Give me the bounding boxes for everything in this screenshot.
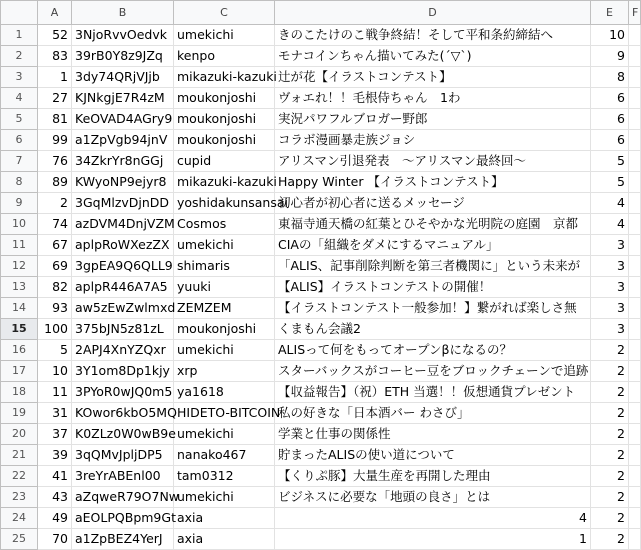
cell-a[interactable]: 69 [38, 256, 72, 277]
cell-f[interactable] [629, 508, 641, 529]
column-header-b[interactable]: B [72, 1, 174, 25]
cell-e[interactable]: 6 [591, 109, 629, 130]
row-header[interactable]: 8 [1, 172, 38, 193]
cell-c[interactable]: shimaris [174, 256, 275, 277]
cell-d[interactable]: 【収益報告】（祝）ETH 当選！！仮想通貨プレゼント [275, 382, 591, 403]
cell-b[interactable]: KWyoNP9ejyr8 [72, 172, 174, 193]
table-row [1, 130, 641, 151]
cell-f[interactable] [629, 130, 641, 151]
cell-b[interactable]: 3PYoR0wJQ0m5 [72, 382, 174, 403]
row-header[interactable]: 11 [1, 235, 38, 256]
cell-f[interactable] [629, 340, 641, 361]
cell-f[interactable] [629, 151, 641, 172]
cell-f[interactable] [629, 109, 641, 130]
cell-c[interactable]: moukonjoshi [174, 130, 275, 151]
row-header[interactable]: 18 [1, 382, 38, 403]
cell-d[interactable]: 【イラストコンテスト一般参加！】繋がれば楽しさ無 [275, 298, 591, 319]
cell-a[interactable]: 37 [38, 424, 72, 445]
table-row [1, 88, 641, 109]
cell-d[interactable]: アリスマン引退発表 〜アリスマン最終回〜 [275, 151, 591, 172]
cell-a[interactable]: 99 [38, 130, 72, 151]
cell-d[interactable]: ビジネスに必要な「地頭の良さ」とは [275, 487, 591, 508]
cell-b[interactable]: aplpR446A7A5 [72, 277, 174, 298]
cell-f[interactable] [629, 403, 641, 424]
table-row [1, 277, 641, 298]
table-row [1, 214, 641, 235]
cell-c[interactable]: nanako467 [174, 445, 275, 466]
table-row [1, 151, 641, 172]
cell-c[interactable]: axia [174, 508, 275, 529]
row-header[interactable]: 16 [1, 340, 38, 361]
column-header-row [1, 1, 641, 25]
cell-f[interactable] [629, 361, 641, 382]
cell-b[interactable]: 3qQMvJpljDP5 [72, 445, 174, 466]
cell-d[interactable]: CIAの「組織をダメにするマニュアル」 [275, 235, 591, 256]
row-header[interactable]: 15 [1, 319, 38, 340]
cell-e[interactable]: 2 [591, 382, 629, 403]
cell-a[interactable]: 43 [38, 487, 72, 508]
cell-e[interactable]: 3 [591, 298, 629, 319]
cell-d[interactable]: 初心者が初心者に送るメッセージ [275, 193, 591, 214]
row-header[interactable]: 5 [1, 109, 38, 130]
cell-f[interactable] [629, 25, 641, 46]
cell-e[interactable]: 2 [591, 340, 629, 361]
table-row [1, 235, 641, 256]
row-header[interactable]: 21 [1, 445, 38, 466]
cell-b[interactable]: 39rB0Y8z9JZq [72, 46, 174, 67]
cell-e[interactable]: 5 [591, 172, 629, 193]
cell-e[interactable]: 3 [591, 319, 629, 340]
cell-c[interactable]: yoshidakunsansai [174, 193, 275, 214]
row-header[interactable]: 6 [1, 130, 38, 151]
cell-c[interactable]: Cosmos [174, 214, 275, 235]
cell-e[interactable]: 2 [591, 424, 629, 445]
row-header[interactable]: 19 [1, 403, 38, 424]
cell-b[interactable]: aEOLPQBpm9Gt [72, 508, 174, 529]
table-row [1, 340, 641, 361]
cell-d[interactable]: 【くりぷ豚】大量生産を再開した理由 [275, 466, 591, 487]
cell-c[interactable]: umekichi [174, 424, 275, 445]
cell-c[interactable]: tam0312 [174, 466, 275, 487]
cell-a[interactable]: 76 [38, 151, 72, 172]
cell-e[interactable]: 4 [591, 214, 629, 235]
cell-b[interactable]: 375bJN5z81zL [72, 319, 174, 340]
row-header[interactable]: 14 [1, 298, 38, 319]
cell-b[interactable]: azDVM4DnjVZM [72, 214, 174, 235]
row-header[interactable]: 25 [1, 529, 38, 550]
cell-a[interactable]: 70 [38, 529, 72, 550]
cell-d[interactable]: 学業と仕事の関係性 [275, 424, 591, 445]
cell-b[interactable]: aZqweR79O7Nw [72, 487, 174, 508]
cell-b[interactable]: KeOVAD4AGry9 [72, 109, 174, 130]
cell-f[interactable] [629, 46, 641, 67]
cell-d[interactable]: きのこたけのこ戦争終結！そして平和条約締結へ [275, 25, 591, 46]
cell-a[interactable]: 2 [38, 193, 72, 214]
cell-a[interactable]: 82 [38, 277, 72, 298]
cell-f[interactable] [629, 445, 641, 466]
cell-b[interactable]: 3reYrABEnl00 [72, 466, 174, 487]
cell-c[interactable]: moukonjoshi [174, 319, 275, 340]
cell-f[interactable] [629, 214, 641, 235]
cell-a[interactable]: 1 [38, 67, 72, 88]
cell-e[interactable]: 2 [591, 508, 629, 529]
table-row [1, 382, 641, 403]
cell-f[interactable] [629, 235, 641, 256]
cell-e[interactable]: 6 [591, 130, 629, 151]
row-header[interactable]: 7 [1, 151, 38, 172]
cell-e[interactable]: 2 [591, 361, 629, 382]
cell-a[interactable]: 100 [38, 319, 72, 340]
cell-c[interactable]: xrp [174, 361, 275, 382]
cell-f[interactable] [629, 382, 641, 403]
cell-a[interactable]: 49 [38, 508, 72, 529]
cell-c[interactable]: umekichi [174, 487, 275, 508]
cell-a[interactable]: 74 [38, 214, 72, 235]
cell-d[interactable]: 1 [275, 529, 591, 550]
cell-c[interactable]: umekichi [174, 340, 275, 361]
column-header-f[interactable]: F [629, 1, 641, 25]
cell-a[interactable]: 5 [38, 340, 72, 361]
cell-b[interactable]: 3NjoRvvOedvk [72, 25, 174, 46]
cell-c[interactable]: ZEMZEM [174, 298, 275, 319]
row-header[interactable]: 22 [1, 466, 38, 487]
cell-b[interactable]: KOwor6kbO5MQ [72, 403, 174, 424]
cell-b[interactable]: 3GqMlzvDjnDD [72, 193, 174, 214]
cell-d[interactable]: くまもん会議2 [275, 319, 591, 340]
row-header[interactable]: 12 [1, 256, 38, 277]
cell-a[interactable]: 52 [38, 25, 72, 46]
column-header-d[interactable]: D [275, 1, 591, 25]
cell-d[interactable]: Happy Winter 【イラストコンテスト】 [275, 172, 591, 193]
row-header[interactable]: 1 [1, 25, 38, 46]
table-row [1, 319, 641, 340]
cell-e[interactable]: 2 [591, 466, 629, 487]
table-row [1, 298, 641, 319]
cell-c[interactable]: ya1618 [174, 382, 275, 403]
table-row [1, 109, 641, 130]
cell-e[interactable]: 2 [591, 403, 629, 424]
cell-a[interactable]: 10 [38, 361, 72, 382]
cell-d[interactable]: スターバックスがコーヒー豆をブロックチェーンで追跡 [275, 361, 591, 382]
cell-d[interactable]: 「ALIS、記事削除判断を第三者機関に」という未来が [275, 256, 591, 277]
cell-b[interactable]: a1ZpVgb94jnV [72, 130, 174, 151]
cell-a[interactable]: 67 [38, 235, 72, 256]
cell-d[interactable]: コラボ漫画暴走族ジョシ [275, 130, 591, 151]
cell-d[interactable]: 私の好きな「日本酒バー わさび」 [275, 403, 591, 424]
cell-f[interactable] [629, 424, 641, 445]
cell-a[interactable]: 81 [38, 109, 72, 130]
cell-d[interactable]: モナコインちゃん描いてみた(´▽`) [275, 46, 591, 67]
cell-d[interactable]: 貯まったALISの使い道について [275, 445, 591, 466]
table-row [1, 361, 641, 382]
row-header[interactable]: 17 [1, 361, 38, 382]
column-header-e[interactable]: E [591, 1, 629, 25]
cell-b[interactable]: KJNkgjE7R4zM [72, 88, 174, 109]
table-row [1, 424, 641, 445]
row-header[interactable]: 2 [1, 46, 38, 67]
table-row [1, 466, 641, 487]
cell-a[interactable]: 11 [38, 382, 72, 403]
cell-f[interactable] [629, 529, 641, 550]
cell-c[interactable]: umekichi [174, 25, 275, 46]
cell-c[interactable]: kenpo [174, 46, 275, 67]
column-header-c[interactable]: C [174, 1, 275, 25]
cell-c[interactable]: moukonjoshi [174, 88, 275, 109]
cell-e[interactable]: 3 [591, 235, 629, 256]
cell-b[interactable]: aw5zEwZwlmxd [72, 298, 174, 319]
cell-a[interactable]: 31 [38, 403, 72, 424]
cell-c[interactable]: mikazuki-kazuki [174, 172, 275, 193]
table-row [1, 193, 641, 214]
cell-d[interactable]: ヴォエれ！！毛根侍ちゃん 1わ [275, 88, 591, 109]
row-header[interactable]: 13 [1, 277, 38, 298]
cell-f[interactable] [629, 487, 641, 508]
select-all-corner[interactable] [1, 1, 38, 25]
cell-d[interactable]: 実況パワフルブロガー野郎 [275, 109, 591, 130]
cell-f[interactable] [629, 193, 641, 214]
table-row [1, 403, 641, 424]
table-row [1, 487, 641, 508]
cell-e[interactable]: 2 [591, 529, 629, 550]
cell-f[interactable] [629, 466, 641, 487]
cell-a[interactable]: 83 [38, 46, 72, 67]
column-header-a[interactable]: A [38, 1, 72, 25]
table-row [1, 445, 641, 466]
cell-f[interactable] [629, 67, 641, 88]
cell-a[interactable]: 27 [38, 88, 72, 109]
row-header[interactable]: 4 [1, 88, 38, 109]
cell-b[interactable]: a1ZpBEZ4YerJ [72, 529, 174, 550]
cell-a[interactable]: 93 [38, 298, 72, 319]
cell-e[interactable]: 2 [591, 487, 629, 508]
cell-e[interactable]: 3 [591, 277, 629, 298]
row-header[interactable]: 9 [1, 193, 38, 214]
cell-e[interactable]: 9 [591, 46, 629, 67]
cell-f[interactable] [629, 277, 641, 298]
cell-d[interactable]: 辻が花【イラストコンテスト】 [275, 67, 591, 88]
cell-c[interactable]: mikazuki-kazuki [174, 67, 275, 88]
row-header[interactable]: 3 [1, 67, 38, 88]
cell-b[interactable]: 3gpEA9Q6QLL9 [72, 256, 174, 277]
cell-c[interactable]: HIDETO-BITCOIN [174, 403, 275, 424]
cell-e[interactable]: 4 [591, 193, 629, 214]
table-row [1, 529, 641, 550]
cell-c[interactable]: axia [174, 529, 275, 550]
table-row [1, 172, 641, 193]
cell-e[interactable]: 8 [591, 67, 629, 88]
cell-f[interactable] [629, 172, 641, 193]
cell-e[interactable]: 5 [591, 151, 629, 172]
cell-c[interactable]: yuuki [174, 277, 275, 298]
cell-a[interactable]: 41 [38, 466, 72, 487]
cell-d[interactable]: ALISって何をもってオープンβになるの？ [275, 340, 591, 361]
cell-e[interactable]: 6 [591, 88, 629, 109]
cell-c[interactable]: umekichi [174, 235, 275, 256]
table-row [1, 46, 641, 67]
cell-f[interactable] [629, 298, 641, 319]
table-row [1, 25, 641, 46]
cell-b[interactable]: aplpRoWXezZX [72, 235, 174, 256]
cell-e[interactable]: 2 [591, 445, 629, 466]
cell-a[interactable]: 39 [38, 445, 72, 466]
table-row [1, 256, 641, 277]
row-header[interactable]: 24 [1, 508, 38, 529]
cell-b[interactable]: 2APJ4XnYZQxr [72, 340, 174, 361]
cell-b[interactable]: 34ZkrYr8nGGj [72, 151, 174, 172]
table-row [1, 67, 641, 88]
cell-b[interactable]: K0ZLz0W0wB9e [72, 424, 174, 445]
cell-f[interactable] [629, 256, 641, 277]
cell-c[interactable]: cupid [174, 151, 275, 172]
cell-c[interactable]: moukonjoshi [174, 109, 275, 130]
row-header[interactable]: 10 [1, 214, 38, 235]
cell-d[interactable]: 【ALIS】イラストコンテストの開催！ [275, 277, 591, 298]
cell-f[interactable] [629, 88, 641, 109]
cell-a[interactable]: 89 [38, 172, 72, 193]
row-header[interactable]: 23 [1, 487, 38, 508]
row-header[interactable]: 20 [1, 424, 38, 445]
cell-d[interactable]: 4 [275, 508, 591, 529]
cell-e[interactable]: 10 [591, 25, 629, 46]
cell-b[interactable]: 3dy74QRjVJjb [72, 67, 174, 88]
cell-d[interactable]: 東福寺通天橋の紅葉とひそやかな光明院の庭園 京都 [275, 214, 591, 235]
table-row [1, 508, 641, 529]
cell-f[interactable] [629, 319, 641, 340]
cell-b[interactable]: 3Y1om8Dp1kjy [72, 361, 174, 382]
cell-e[interactable]: 3 [591, 256, 629, 277]
